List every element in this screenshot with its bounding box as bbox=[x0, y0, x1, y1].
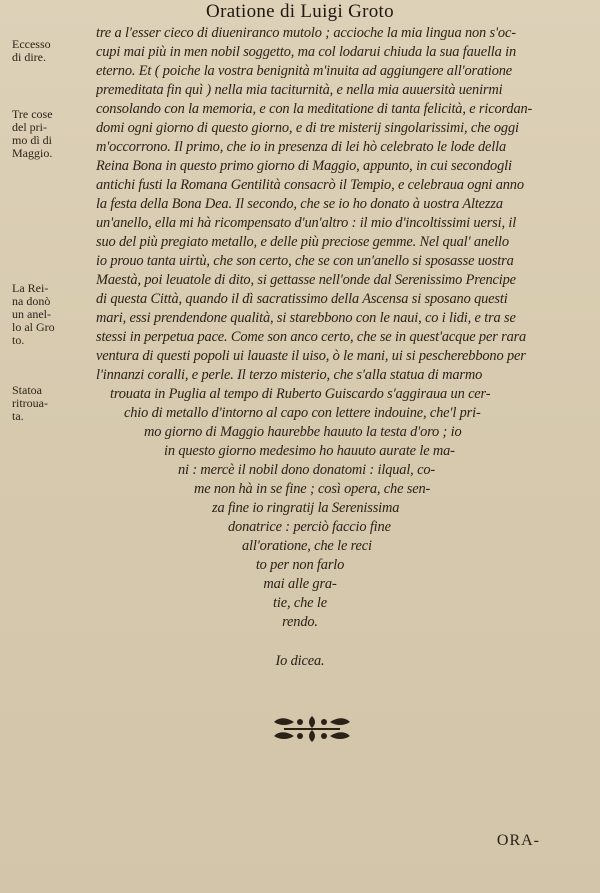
text-line: ni : mercè il nobil dono donatomi : ilqual, co- bbox=[178, 462, 436, 478]
margin-note-line: mo dì di bbox=[12, 133, 53, 147]
margin-note-line: del pri- bbox=[12, 120, 47, 134]
margin-note-line: Maggio. bbox=[12, 146, 53, 160]
text-line: all'oratione, che le reci bbox=[242, 538, 372, 554]
text-line: io prouo tanta uirtù, che son certo, che se con un'anello si sposasse uostra bbox=[96, 253, 514, 269]
running-head: Oratione di Luigi Groto bbox=[206, 1, 394, 22]
text-line: Reina Bona in questo primo giorno di Maggio, appunto, in cui secondogli bbox=[96, 158, 512, 174]
margin-note-line: Eccesso bbox=[12, 37, 51, 51]
text-line: mai alle gra- bbox=[263, 576, 337, 592]
margin-note-line: Tre cose bbox=[12, 107, 53, 121]
text-line: domi ogni giorno di questo giorno, e di tre misterij singolarissimi, che oggi bbox=[96, 120, 519, 136]
text-line: stessi in perpetua pace. Come son anco certo, che se in quest'acque per rara bbox=[96, 329, 527, 345]
text-line: mo giorno di Maggio haurebbe hauuto la testa d'oro ; io bbox=[144, 424, 462, 440]
text-line: za fine io ringratij la Serenissima bbox=[212, 500, 400, 516]
catchword: ORA- bbox=[496, 832, 540, 849]
margin-note bbox=[12, 384, 96, 423]
closing-line: Io dicea. bbox=[275, 653, 325, 669]
text-line: tie, che le bbox=[273, 595, 327, 611]
margin-note-line: na donò bbox=[12, 294, 51, 308]
margin-note-line: Statoa bbox=[12, 383, 42, 397]
text-line: antichi fusti la Romana Gentilità consacrò il Tempio, e celebraua ogni anno bbox=[96, 177, 524, 193]
text-line: eterno. Et ( poiche la vostra benignità m'inuita ad aggiungere all'oratione bbox=[96, 63, 513, 79]
margin-note-line: di dire. bbox=[12, 50, 46, 64]
text-line: chio di metallo d'intorno al capo con lettere indouine, che'l pri- bbox=[124, 405, 481, 421]
text-line: ventura di questi popoli ui lauaste il uiso, ò le mani, ui si pescherebbono per bbox=[96, 348, 526, 364]
text-line: donatrice : perciò faccio fine bbox=[228, 519, 391, 535]
margin-note bbox=[12, 38, 96, 64]
floral-ornament-icon bbox=[270, 712, 354, 746]
text-line: premeditata fin quì ) nella mia taciturnità, e nella mia auuersità uenirmi bbox=[96, 82, 503, 98]
margin-note bbox=[12, 108, 96, 160]
text-line: di questa Città, quando il dì sacratissimo della Ascensa si sposano questi bbox=[96, 291, 508, 307]
text-line: rendo. bbox=[282, 614, 318, 630]
margin-note bbox=[12, 282, 96, 347]
margin-note-line: ritroua- bbox=[12, 396, 48, 410]
text-line: to per non farlo bbox=[255, 557, 345, 573]
margin-note-line: ta. bbox=[12, 409, 24, 423]
margin-note-line: un anel- bbox=[12, 307, 51, 321]
margin-note-line: La Rei- bbox=[12, 281, 49, 295]
text-line: un'anello, ella mi hà ricompensato d'un'altro : il mio d'incoltissimi uersi, il bbox=[96, 215, 517, 231]
text-line: la festa della Bona Dea. Il secondo, che se io ho donato à uostra Altezza bbox=[96, 196, 503, 212]
text-line: in questo giorno medesimo ho hauuto aurate le ma- bbox=[164, 443, 455, 459]
text-line: mari, essi prendendone qualità, si starebbono con le naui, co i lidi, e tra se bbox=[96, 310, 516, 326]
text-line: me non hà in se fine ; così opera, che sen- bbox=[194, 481, 431, 497]
text-line: m'occorrono. Il primo, che io in presenza di lei hò celebrato le lode della bbox=[96, 139, 507, 155]
text-line: trouata in Puglia al tempo di Ruberto Guiscardo s'aggiraua un cer- bbox=[110, 386, 491, 402]
text-line: l'innanzi coralli, e perle. Il terzo misterio, che s'alla statua di marmo bbox=[96, 367, 483, 383]
margin-note-line: lo al Gro bbox=[12, 320, 55, 334]
text-line: consolando con la memoria, e con la meditatione di tanta felicità, e ricordan- bbox=[96, 101, 533, 117]
text-line: cupi mai più in men nobil soggetto, ma col lodarui chiuda la sua fauella in bbox=[96, 44, 517, 60]
text-line: Maestà, poi leuatole di dito, si gettasse nell'onde dal Serenissimo Prencipe bbox=[96, 272, 516, 288]
text-line: tre a l'esser cieco di diueniranco mutolo ; accioche la mia lingua non s'oc- bbox=[96, 25, 516, 41]
text-line: suo del più pregiato metallo, e delle più preciose gemme. Nel qual' anello bbox=[96, 234, 509, 250]
margin-note-line: to. bbox=[12, 333, 25, 347]
